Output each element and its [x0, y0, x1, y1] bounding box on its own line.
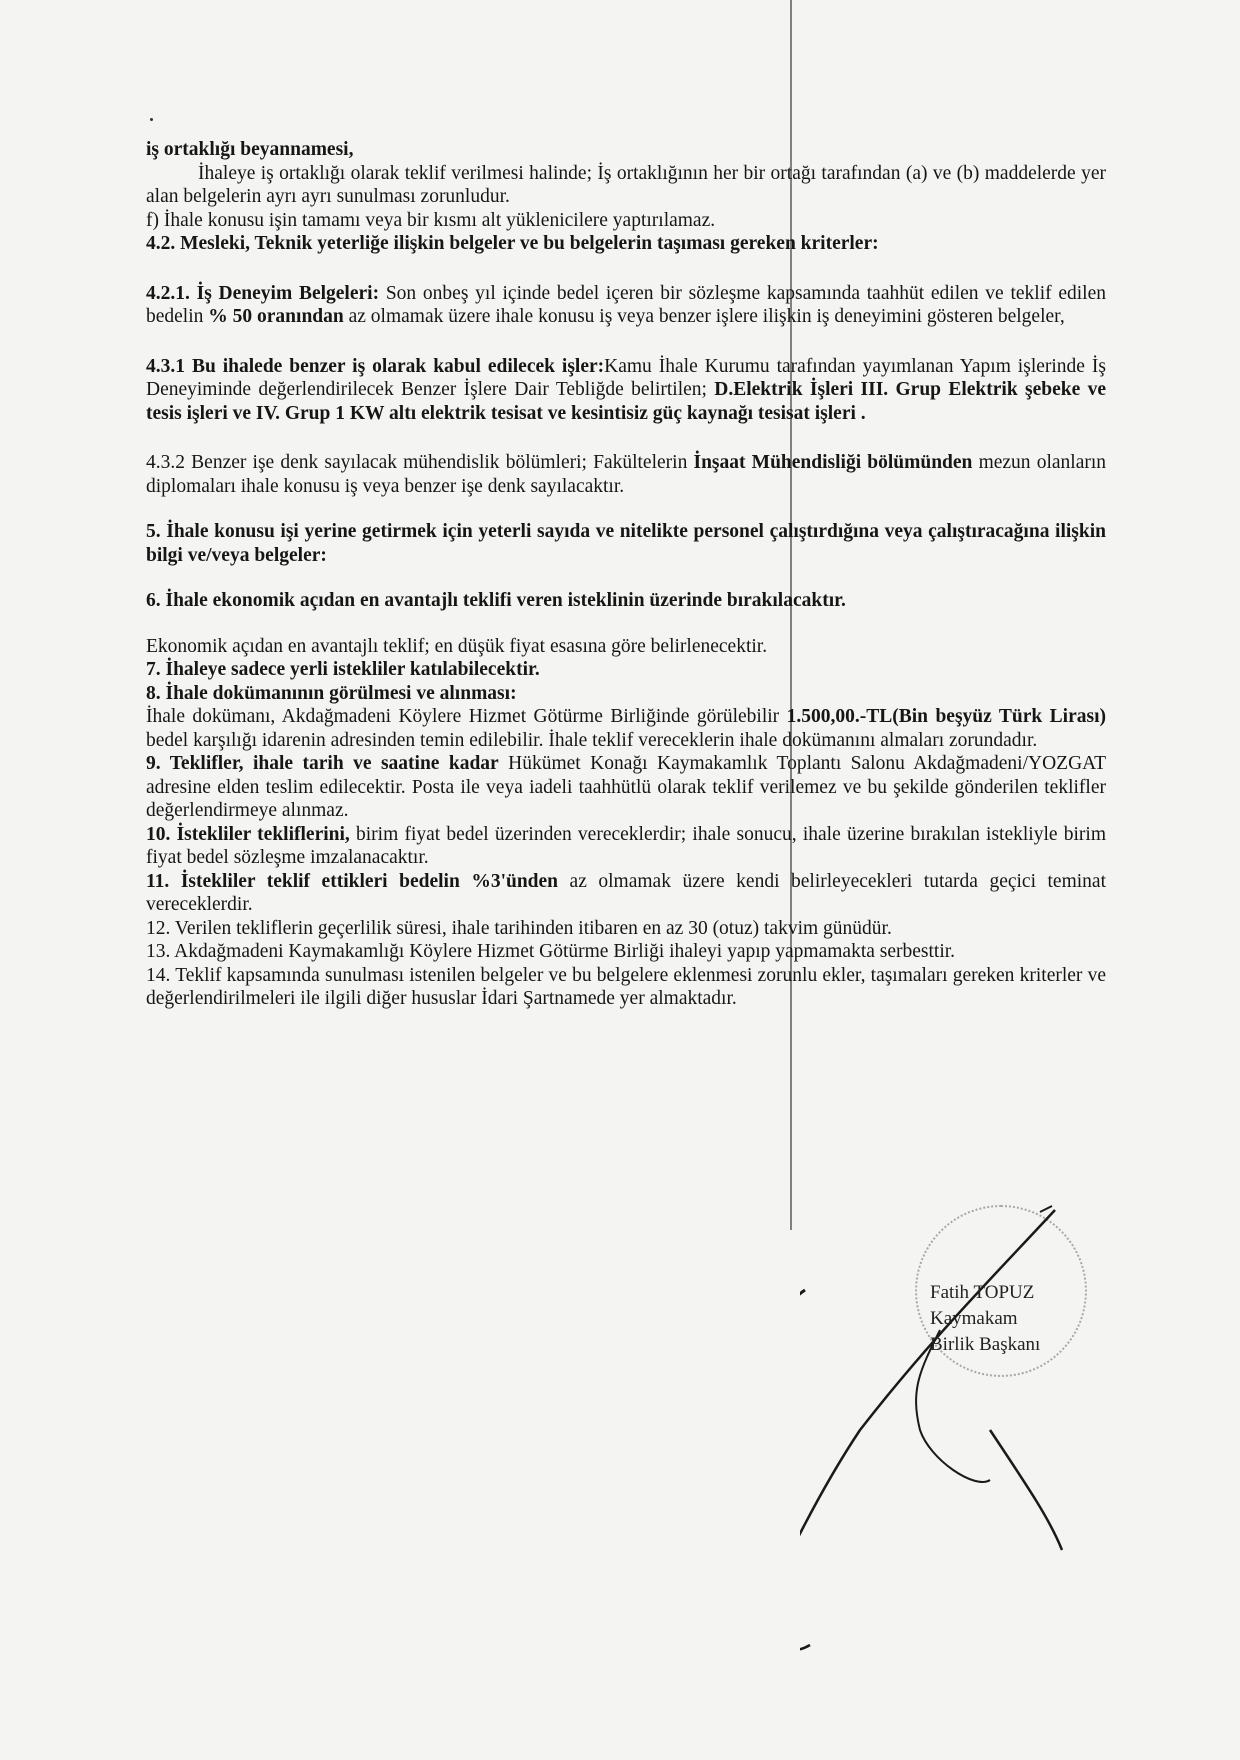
para-15 — [146, 870, 1106, 917]
para-18 — [146, 964, 1106, 1011]
text-run: Kamu İhale Kurumu tarafından yayımlanan Yapım işlerinde İş Deneyiminde değerlendirilecek Benzer İşlere Dair Tebliğde belirtilen; — [146, 355, 1106, 400]
text-run: 4.2.1. İş Deneyim Belgeleri: — [146, 282, 386, 304]
text-run: 1.500,00.-TL(Bin beşyüz Türk Lirası) — [786, 706, 1106, 727]
para-13 — [146, 752, 1106, 823]
para-12 — [146, 705, 1106, 752]
text-run: 4.3.2 — [146, 452, 192, 473]
para-17 — [146, 940, 1106, 964]
para-3 — [146, 232, 1106, 256]
para-9 — [146, 635, 1106, 659]
text-run: iş ortaklığı beyannamesi, — [146, 139, 354, 160]
text-run: 4.2. Mesleki, Teknik yeterliğe ilişkin belgeler ve bu belgelerin taşıması gereken kriterler: — [146, 233, 879, 254]
text-run: az olmamak üzere ihale konusu iş veya benzer işlere ilişkin iş deneyimini gösteren belgeler, — [343, 306, 1065, 327]
text-run: İhaleye iş ortaklığı olarak teklif verilmesi halinde; İş ortaklığının her bir ortağı tarafından (a) ve (b) maddelerde yer alan belgelerin ayrı ayrı sunulması zorunludur. — [146, 162, 1106, 207]
text-run: 8. İhale dokümanının görülmesi ve alınması: — [146, 682, 517, 704]
text-run: f) İhale konusu işin tamamı veya bir kısmı alt yüklenicilere yaptırılamaz. — [146, 209, 716, 231]
text-run: 12. Verilen tekliflerin geçerlilik süresi, ihale tarihinden itibaren en az 30 (otuz) takvim günüdür. — [146, 917, 892, 939]
text-run: mezun olanların diplomaları ihale konusu iş veya benzer işe denk sayılacaktır. — [146, 452, 1107, 497]
para-2 — [146, 209, 1106, 233]
signatory-name: Fatih TOPUZ — [930, 1282, 1035, 1303]
text-run: 10. İstekliler tekliflerini, — [146, 823, 350, 845]
text-run: 11. İstekliler teklif ettikleri bedelin %3'ünden — [146, 870, 559, 892]
text-run: İnşaat Mühendisliği bölümünden — [693, 452, 973, 473]
para-4 — [146, 282, 1106, 329]
text-run: 4.3.1 Bu ihalede benzer iş olarak kabul edilecek işler: — [146, 355, 605, 377]
text-run: 9. Teklifler, ihale tarih ve saatine kadar — [146, 753, 499, 774]
text-run: Ekonomik açıdan en avantajlı teklif; en düşük fiyat esasına göre belirlenecektir. — [146, 635, 768, 657]
text-run: 7. İhaleye sadece yerli istekliler katılabilecektir. — [146, 659, 540, 680]
text-run: Hükümet Konağı Kaymakamlık Toplantı Salonu Akdağmadeni/YOZGAT adresine elden teslim edilecektir. Posta ile veya iadeli taahhütlü olarak teklif verilemez ve bu şekilde gönderilen teklifler değerlendirmeye alınmaz. — [146, 753, 1106, 821]
text-run: 5. İhale konusu işi yerine getirmek için yeterli sayıda ve nitelikte personel çalıştırdığına veya çalıştıracağına ilişkin bilgi ve/veya belgeler: — [146, 521, 1106, 566]
document-body — [146, 138, 1106, 1011]
signatory-role: Birlik Başkanı — [930, 1334, 1041, 1355]
para-5 — [146, 355, 1106, 426]
para-6 — [146, 451, 1106, 498]
text-run: birim fiyat bedel üzerinden vereceklerdir; ihale sonucu, ihale üzerine bırakılan istekliyle birim fiyat bedel sözleşme imzalanacaktır. — [146, 823, 1106, 868]
text-run: D.Elektrik İşleri III. Grup Elektrik şebeke ve tesis işleri ve IV. Grup 1 KW altı elektrik tesisat ve kesintisiz güç kaynağı tesisat işleri . — [146, 379, 1106, 424]
signatory-title: Kaymakam — [930, 1308, 1018, 1329]
para-1 — [146, 162, 1106, 209]
text-run: 6. İhale ekonomik açıdan en avantajlı teklifi veren isteklinin üzerinde bırakılacaktır. — [146, 590, 846, 611]
para-14 — [146, 823, 1106, 870]
text-run: 13. Akdağmadeni Kaymakamlığı Köylere Hizmet Götürme Birliği ihaleyi yapıp yapmamakta serbesttir. — [146, 941, 956, 962]
para-7 — [146, 520, 1106, 567]
handwritten-signature — [800, 1190, 1220, 1760]
text-run: Son onbeş yıl içinde bedel içeren bir sözleşme kapsamında taahhüt edilen ve teklif edilen bedelin — [146, 282, 1106, 327]
para-8 — [146, 589, 1106, 613]
text-run: 14. Teklif kapsamında sunulması istenilen belgeler ve bu belgelere eklenmesi zorunlu ekler, taşımaları gereken kriterler ve değerlendirilmeleri ile ilgili diğer hususlar İdari Şartnamede yer almaktadır. — [146, 964, 1106, 1009]
para-0 — [146, 138, 1106, 162]
text-run: İhale dokümanı, Akdağmadeni Köylere Hizmet Götürme Birliğinde görülebilir — [146, 706, 787, 727]
text-run: az olmamak üzere kendi belirleyecekleri tutarda geçici teminat vereceklerdir. — [146, 870, 1106, 915]
para-11 — [146, 682, 1106, 706]
signatory — [930, 1280, 1040, 1358]
text-run: % 50 oranından — [208, 306, 344, 327]
para-10 — [146, 658, 1106, 682]
text-run: Benzer işe denk sayılacak mühendislik bölümleri; Fakültelerin — [191, 452, 694, 473]
signature-block — [800, 1190, 1100, 1450]
para-16 — [146, 917, 1106, 941]
text-run: bedel karşılığı idarenin adresinden temin edilebilir. İhale teklif vereceklerin ihale dokümanını almaları zorundadır. — [146, 729, 1038, 751]
scan-speck — [150, 118, 153, 121]
